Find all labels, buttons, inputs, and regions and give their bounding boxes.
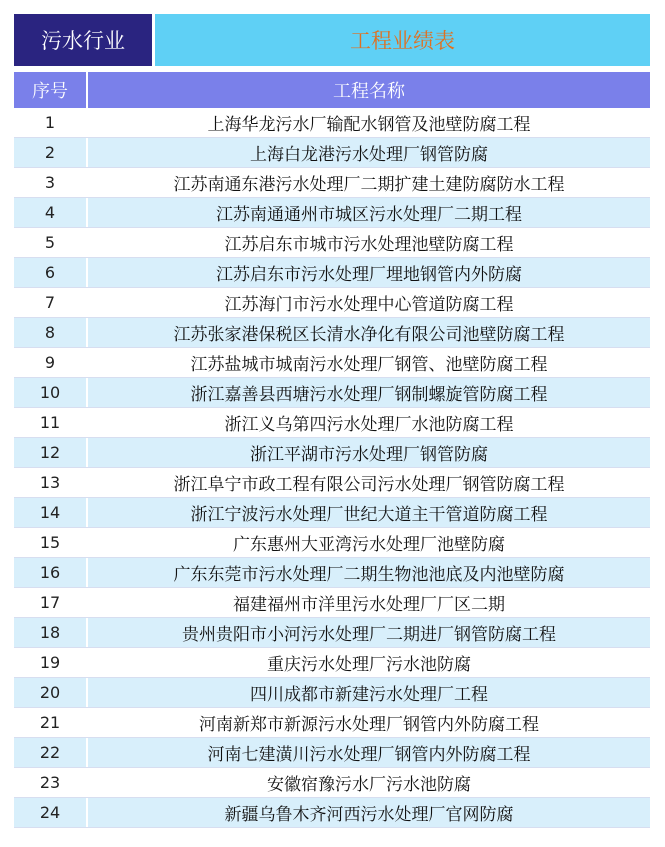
- project-name: 广东东莞市污水处理厂二期生物池池底及内池壁防腐: [88, 558, 650, 587]
- header-row: [14, 14, 650, 66]
- row-number: 7: [44, 293, 56, 312]
- project-name: 江苏南通东港污水处理厂二期扩建土建防腐防水工程: [173, 175, 565, 195]
- table-row: [14, 618, 650, 648]
- row-number: 22: [14, 738, 86, 767]
- row-number: 6: [14, 258, 86, 287]
- row-number: 23: [39, 773, 61, 792]
- table-row: [14, 588, 650, 618]
- row-number: 4: [14, 198, 86, 227]
- row-number: 5: [44, 233, 56, 252]
- table-row: [14, 288, 650, 318]
- table-row: [14, 138, 650, 168]
- column-header-project-name: 工程名称: [88, 72, 650, 108]
- row-number: 10: [14, 378, 86, 407]
- row-number: 21: [39, 713, 61, 732]
- row-number: 13: [39, 473, 61, 492]
- project-name: 四川成都市新建污水处理厂工程: [88, 678, 650, 707]
- project-name: 广东惠州大亚湾污水处理厂池壁防腐: [233, 535, 505, 555]
- project-name: 浙江宁波污水处理厂世纪大道主干管道防腐工程: [88, 498, 650, 527]
- row-number: 24: [14, 798, 86, 827]
- row-number: 3: [44, 173, 56, 192]
- table-row: [14, 438, 650, 468]
- project-name: 安徽宿豫污水厂污水池防腐: [267, 775, 471, 795]
- project-name: 福建福州市洋里污水处理厂厂区二期: [233, 595, 505, 615]
- table-row: [14, 168, 650, 198]
- table-body: [14, 108, 650, 828]
- project-name: 贵州贵阳市小河污水处理厂二期进厂钢管防腐工程: [88, 618, 650, 647]
- table-row: [14, 498, 650, 528]
- project-name: 浙江义乌第四污水处理厂水池防腐工程: [224, 415, 514, 435]
- row-number: 8: [14, 318, 86, 347]
- row-number: 16: [14, 558, 86, 587]
- project-name: 河南七建潢川污水处理厂钢管内外防腐工程: [88, 738, 650, 767]
- project-name: 新疆乌鲁木齐河西污水处理厂官网防腐: [88, 798, 650, 827]
- project-name: 浙江平湖市污水处理厂钢管防腐: [88, 438, 650, 467]
- category-label: 污水行业: [14, 14, 152, 66]
- row-number: 20: [14, 678, 86, 707]
- row-number: 15: [39, 533, 61, 552]
- row-number: 19: [39, 653, 61, 672]
- table-row: [14, 228, 650, 258]
- table-header: [14, 72, 650, 108]
- row-number: 9: [44, 353, 56, 372]
- project-name: 江苏盐城市城南污水处理厂钢管、池壁防腐工程: [190, 355, 548, 375]
- table-row: [14, 648, 650, 678]
- table-row: [14, 318, 650, 348]
- table-row: [14, 378, 650, 408]
- row-number: 1: [44, 113, 56, 132]
- row-number: 12: [14, 438, 86, 467]
- project-name: 浙江嘉善县西塘污水处理厂钢制螺旋管防腐工程: [88, 378, 650, 407]
- sheet-title: 工程业绩表: [155, 14, 650, 66]
- project-name: 江苏张家港保税区长清水净化有限公司池壁防腐工程: [88, 318, 650, 347]
- row-number: 18: [14, 618, 86, 647]
- project-name: 河南新郑市新源污水处理厂钢管内外防腐工程: [199, 715, 539, 735]
- table-row: [14, 558, 650, 588]
- row-number: 17: [39, 593, 61, 612]
- table-row: [14, 108, 650, 138]
- project-name: 江苏海门市污水处理中心管道防腐工程: [224, 295, 514, 315]
- row-number: 14: [14, 498, 86, 527]
- table-row: [14, 768, 650, 798]
- project-name: 上海华龙污水厂输配水钢管及池壁防腐工程: [207, 115, 531, 135]
- project-name: 江苏启东市城市污水处理池壁防腐工程: [224, 235, 514, 255]
- table-row: [14, 798, 650, 828]
- table-row: [14, 528, 650, 558]
- table-row: [14, 408, 650, 438]
- project-name: 江苏启东市污水处理厂埋地钢管内外防腐: [88, 258, 650, 287]
- project-name: 上海白龙港污水处理厂钢管防腐: [88, 138, 650, 167]
- project-name: 江苏南通通州市城区污水处理厂二期工程: [88, 198, 650, 227]
- column-header-number: 序号: [14, 72, 86, 108]
- performance-sheet: [14, 14, 650, 828]
- table-row: [14, 678, 650, 708]
- table-row: [14, 198, 650, 228]
- table-row: [14, 348, 650, 378]
- table-row: [14, 708, 650, 738]
- table-row: [14, 258, 650, 288]
- project-name: 重庆污水处理厂污水池防腐: [267, 655, 471, 675]
- table-row: [14, 738, 650, 768]
- project-name: 浙江阜宁市政工程有限公司污水处理厂钢管防腐工程: [173, 475, 565, 495]
- table-row: [14, 468, 650, 498]
- row-number: 11: [39, 413, 61, 432]
- row-number: 2: [14, 138, 86, 167]
